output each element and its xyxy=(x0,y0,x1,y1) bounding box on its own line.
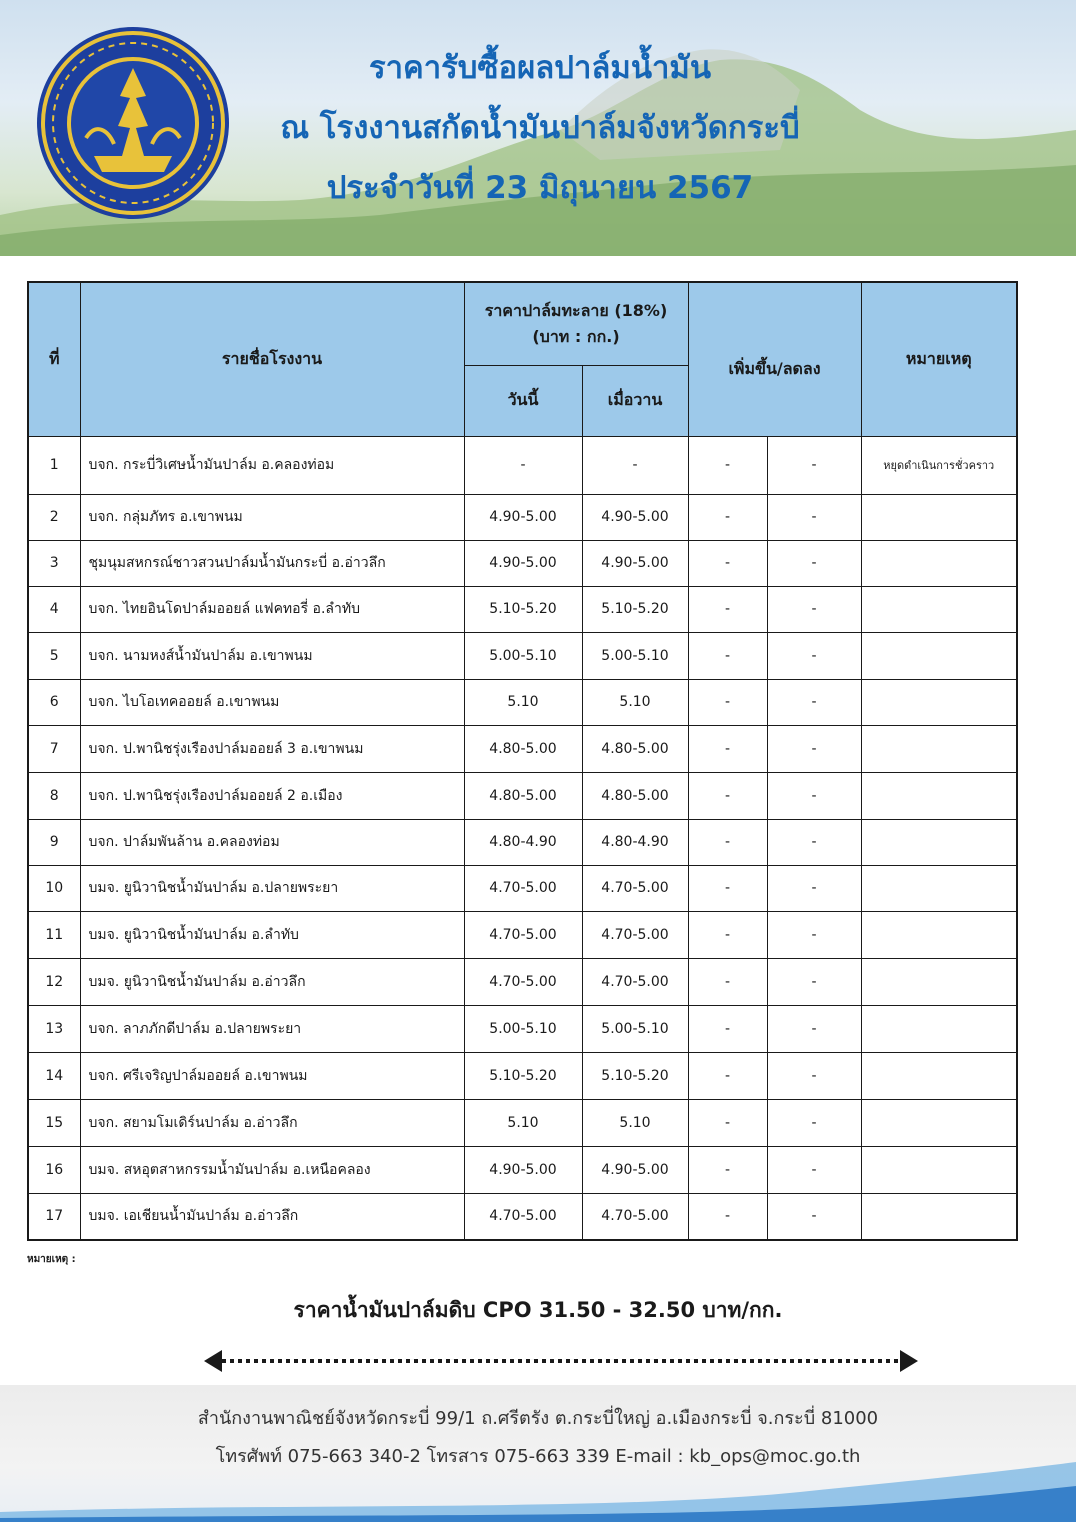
row-no-cell: 15 xyxy=(28,1099,80,1146)
row-decrease-cell: - xyxy=(767,586,861,632)
row-note-cell xyxy=(861,1099,1017,1146)
row-yesterday-price-cell: 4.80-5.00 xyxy=(582,725,688,772)
row-today-price-cell: 4.80-5.00 xyxy=(464,725,582,772)
row-yesterday-price-cell: 5.10 xyxy=(582,1099,688,1146)
table-row xyxy=(28,436,1017,494)
row-name-cell: บจก. กระบี่วิเศษน้ำมันปาล์ม อ.คลองท่อม xyxy=(80,436,464,494)
row-name-cell: บจก. นามหงส์น้ำมันปาล์ม อ.เขาพนม xyxy=(80,632,464,679)
title-line-1: ราคารับซื้อผลปาล์มน้ำมัน xyxy=(368,50,712,86)
row-note-cell xyxy=(861,540,1017,586)
row-today-price-cell: 5.00-5.10 xyxy=(464,632,582,679)
col-header-today: วันนี้ xyxy=(464,365,582,436)
row-decrease-cell: - xyxy=(767,494,861,540)
row-increase-cell: - xyxy=(688,772,767,819)
row-decrease-cell: - xyxy=(767,540,861,586)
row-name-cell: บมจ. เอเชียนน้ำมันปาล์ม อ.อ่าวลึก xyxy=(80,1193,464,1240)
row-increase-cell: - xyxy=(688,819,767,865)
row-today-price-cell: 4.80-4.90 xyxy=(464,819,582,865)
row-increase-cell: - xyxy=(688,1052,767,1099)
col-header-price-group xyxy=(464,282,688,365)
table-row xyxy=(28,494,1017,540)
table-row xyxy=(28,586,1017,632)
col-header-no: ที่ xyxy=(28,282,80,436)
row-increase-cell: - xyxy=(688,1099,767,1146)
price-group-label: ราคาปาล์มทะลาย (18%) xyxy=(484,300,668,320)
row-note-cell xyxy=(861,819,1017,865)
row-decrease-cell: - xyxy=(767,679,861,725)
table-row xyxy=(28,1052,1017,1099)
row-no-cell: 2 xyxy=(28,494,80,540)
table-row xyxy=(28,911,1017,958)
row-no-cell: 7 xyxy=(28,725,80,772)
footer-contact: โทรศัพท์ 075-663 340-2 โทรสาร 075-663 339 E-mail : kb_ops@moc.go.th xyxy=(215,1446,861,1467)
table-row xyxy=(28,1193,1017,1240)
row-today-price-cell: 4.70-5.00 xyxy=(464,958,582,1005)
row-increase-cell: - xyxy=(688,865,767,911)
row-note-cell: หยุดดำเนินการชั่วคราว xyxy=(861,436,1017,494)
row-no-cell: 9 xyxy=(28,819,80,865)
row-yesterday-price-cell: 5.10-5.20 xyxy=(582,586,688,632)
row-name-cell: บจก. ศรีเจริญปาล์มออยล์ อ.เขาพนม xyxy=(80,1052,464,1099)
row-no-cell: 4 xyxy=(28,586,80,632)
row-today-price-cell: 5.00-5.10 xyxy=(464,1005,582,1052)
row-decrease-cell: - xyxy=(767,772,861,819)
row-decrease-cell: - xyxy=(767,1146,861,1193)
row-yesterday-price-cell: 4.90-5.00 xyxy=(582,494,688,540)
row-increase-cell: - xyxy=(688,725,767,772)
row-increase-cell: - xyxy=(688,911,767,958)
row-no-cell: 6 xyxy=(28,679,80,725)
row-name-cell: บจก. ไทยอินโดปาล์มออยล์ แฟคทอรี่ อ.ลำทับ xyxy=(80,586,464,632)
row-no-cell: 8 xyxy=(28,772,80,819)
row-note-cell xyxy=(861,865,1017,911)
footnote-label: หมายเหตุ : xyxy=(27,1254,76,1265)
row-today-price-cell: - xyxy=(464,436,582,494)
row-name-cell: บจก. สยามโมเดิร์นปาล์ม อ.อ่าวลึก xyxy=(80,1099,464,1146)
row-increase-cell: - xyxy=(688,1005,767,1052)
row-decrease-cell: - xyxy=(767,1052,861,1099)
table-row xyxy=(28,540,1017,586)
price-table xyxy=(27,281,1018,1241)
row-no-cell: 11 xyxy=(28,911,80,958)
row-increase-cell: - xyxy=(688,958,767,1005)
row-no-cell: 12 xyxy=(28,958,80,1005)
row-yesterday-price-cell: 4.80-5.00 xyxy=(582,772,688,819)
row-note-cell xyxy=(861,772,1017,819)
table-row xyxy=(28,679,1017,725)
double-arrow-icon xyxy=(204,1348,918,1374)
row-yesterday-price-cell: 5.10-5.20 xyxy=(582,1052,688,1099)
header-banner xyxy=(0,0,1076,256)
row-decrease-cell: - xyxy=(767,911,861,958)
row-name-cell: บจก. ปาล์มพันล้าน อ.คลองท่อม xyxy=(80,819,464,865)
row-yesterday-price-cell: 5.00-5.10 xyxy=(582,632,688,679)
table-row xyxy=(28,958,1017,1005)
table-row xyxy=(28,865,1017,911)
ministry-seal-icon xyxy=(36,26,230,220)
row-increase-cell: - xyxy=(688,436,767,494)
col-header-yesterday: เมื่อวาน xyxy=(582,365,688,436)
row-today-price-cell: 4.90-5.00 xyxy=(464,494,582,540)
row-no-cell: 14 xyxy=(28,1052,80,1099)
row-decrease-cell: - xyxy=(767,865,861,911)
row-yesterday-price-cell: 4.70-5.00 xyxy=(582,958,688,1005)
title-line-2: ณ โรงงานสกัดน้ำมันปาล์มจังหวัดกระบี่ xyxy=(280,110,800,146)
row-decrease-cell: - xyxy=(767,725,861,772)
row-note-cell xyxy=(861,1193,1017,1240)
row-name-cell: ชุมนุมสหกรณ์ชาวสวนปาล์มน้ำมันกระบี่ อ.อ่าวลึก xyxy=(80,540,464,586)
row-increase-cell: - xyxy=(688,540,767,586)
row-yesterday-price-cell: 5.00-5.10 xyxy=(582,1005,688,1052)
table-row xyxy=(28,725,1017,772)
row-no-cell: 3 xyxy=(28,540,80,586)
row-name-cell: บจก. กลุ่มภัทร อ.เขาพนม xyxy=(80,494,464,540)
table-row xyxy=(28,1146,1017,1193)
table-row xyxy=(28,772,1017,819)
row-increase-cell: - xyxy=(688,494,767,540)
row-no-cell: 10 xyxy=(28,865,80,911)
row-increase-cell: - xyxy=(688,586,767,632)
col-header-note: หมายเหตุ xyxy=(861,282,1017,436)
row-today-price-cell: 4.70-5.00 xyxy=(464,911,582,958)
footer-address: สำนักงานพาณิชย์จังหวัดกระบี่ 99/1 ถ.ศรีตรัง ต.กระบี่ใหญ่ อ.เมืองกระบี่ จ.กระบี่ 81000 xyxy=(197,1408,879,1429)
row-yesterday-price-cell: 5.10 xyxy=(582,679,688,725)
row-today-price-cell: 4.70-5.00 xyxy=(464,1193,582,1240)
row-decrease-cell: - xyxy=(767,1193,861,1240)
cpo-price: ราคาน้ำมันปาล์มดิบ CPO 31.50 - 32.50 บาท/กก. xyxy=(293,1298,783,1322)
row-no-cell: 16 xyxy=(28,1146,80,1193)
row-today-price-cell: 4.80-5.00 xyxy=(464,772,582,819)
row-note-cell xyxy=(861,632,1017,679)
title-line-3: ประจำวันที่ 23 มิถุนายน 2567 xyxy=(326,170,754,206)
table-row xyxy=(28,819,1017,865)
row-decrease-cell: - xyxy=(767,632,861,679)
row-yesterday-price-cell: 4.70-5.00 xyxy=(582,865,688,911)
row-note-cell xyxy=(861,679,1017,725)
row-name-cell: บจก. ป.พานิชรุ่งเรืองปาล์มออยล์ 2 อ.เมือง xyxy=(80,772,464,819)
table-row xyxy=(28,1099,1017,1146)
row-decrease-cell: - xyxy=(767,1005,861,1052)
title-block xyxy=(250,38,830,218)
row-yesterday-price-cell: 4.70-5.00 xyxy=(582,1193,688,1240)
row-name-cell: บมจ. สหอุตสาหกรรมน้ำมันปาล์ม อ.เหนือคลอง xyxy=(80,1146,464,1193)
wave-decoration-icon xyxy=(0,1462,1076,1522)
row-name-cell: บจก. ไบโอเทคออยล์ อ.เขาพนม xyxy=(80,679,464,725)
row-increase-cell: - xyxy=(688,632,767,679)
row-yesterday-price-cell: 4.90-5.00 xyxy=(582,540,688,586)
row-note-cell xyxy=(861,911,1017,958)
row-yesterday-price-cell: 4.90-5.00 xyxy=(582,1146,688,1193)
footer xyxy=(0,1385,1076,1522)
price-unit-label: (บาท : กก.) xyxy=(532,326,620,346)
row-decrease-cell: - xyxy=(767,958,861,1005)
row-no-cell: 17 xyxy=(28,1193,80,1240)
row-yesterday-price-cell: - xyxy=(582,436,688,494)
row-increase-cell: - xyxy=(688,1146,767,1193)
row-name-cell: บมจ. ยูนิวานิชน้ำมันปาล์ม อ.ลำทับ xyxy=(80,911,464,958)
row-yesterday-price-cell: 4.80-4.90 xyxy=(582,819,688,865)
row-no-cell: 1 xyxy=(28,436,80,494)
row-name-cell: บจก. ป.พานิชรุ่งเรืองปาล์มออยล์ 3 อ.เขาพนม xyxy=(80,725,464,772)
row-name-cell: บมจ. ยูนิวานิชน้ำมันปาล์ม อ.อ่าวลึก xyxy=(80,958,464,1005)
row-today-price-cell: 5.10-5.20 xyxy=(464,1052,582,1099)
row-increase-cell: - xyxy=(688,1193,767,1240)
row-decrease-cell: - xyxy=(767,819,861,865)
row-today-price-cell: 4.70-5.00 xyxy=(464,865,582,911)
row-note-cell xyxy=(861,586,1017,632)
table-row xyxy=(28,632,1017,679)
row-note-cell xyxy=(861,1005,1017,1052)
row-increase-cell: - xyxy=(688,679,767,725)
row-note-cell xyxy=(861,725,1017,772)
row-decrease-cell: - xyxy=(767,436,861,494)
row-today-price-cell: 5.10 xyxy=(464,679,582,725)
row-today-price-cell: 4.90-5.00 xyxy=(464,540,582,586)
row-note-cell xyxy=(861,1146,1017,1193)
row-name-cell: บมจ. ยูนิวานิชน้ำมันปาล์ม อ.ปลายพระยา xyxy=(80,865,464,911)
row-name-cell: บจก. ลาภภักดีปาล์ม อ.ปลายพระยา xyxy=(80,1005,464,1052)
row-today-price-cell: 4.90-5.00 xyxy=(464,1146,582,1193)
row-today-price-cell: 5.10 xyxy=(464,1099,582,1146)
row-note-cell xyxy=(861,494,1017,540)
table-row xyxy=(28,1005,1017,1052)
row-today-price-cell: 5.10-5.20 xyxy=(464,586,582,632)
col-header-factory: รายชื่อโรงงาน xyxy=(80,282,464,436)
row-no-cell: 13 xyxy=(28,1005,80,1052)
row-note-cell xyxy=(861,958,1017,1005)
col-header-change: เพิ่มขึ้น/ลดลง xyxy=(688,282,861,436)
row-decrease-cell: - xyxy=(767,1099,861,1146)
row-no-cell: 5 xyxy=(28,632,80,679)
row-yesterday-price-cell: 4.70-5.00 xyxy=(582,911,688,958)
row-note-cell xyxy=(861,1052,1017,1099)
